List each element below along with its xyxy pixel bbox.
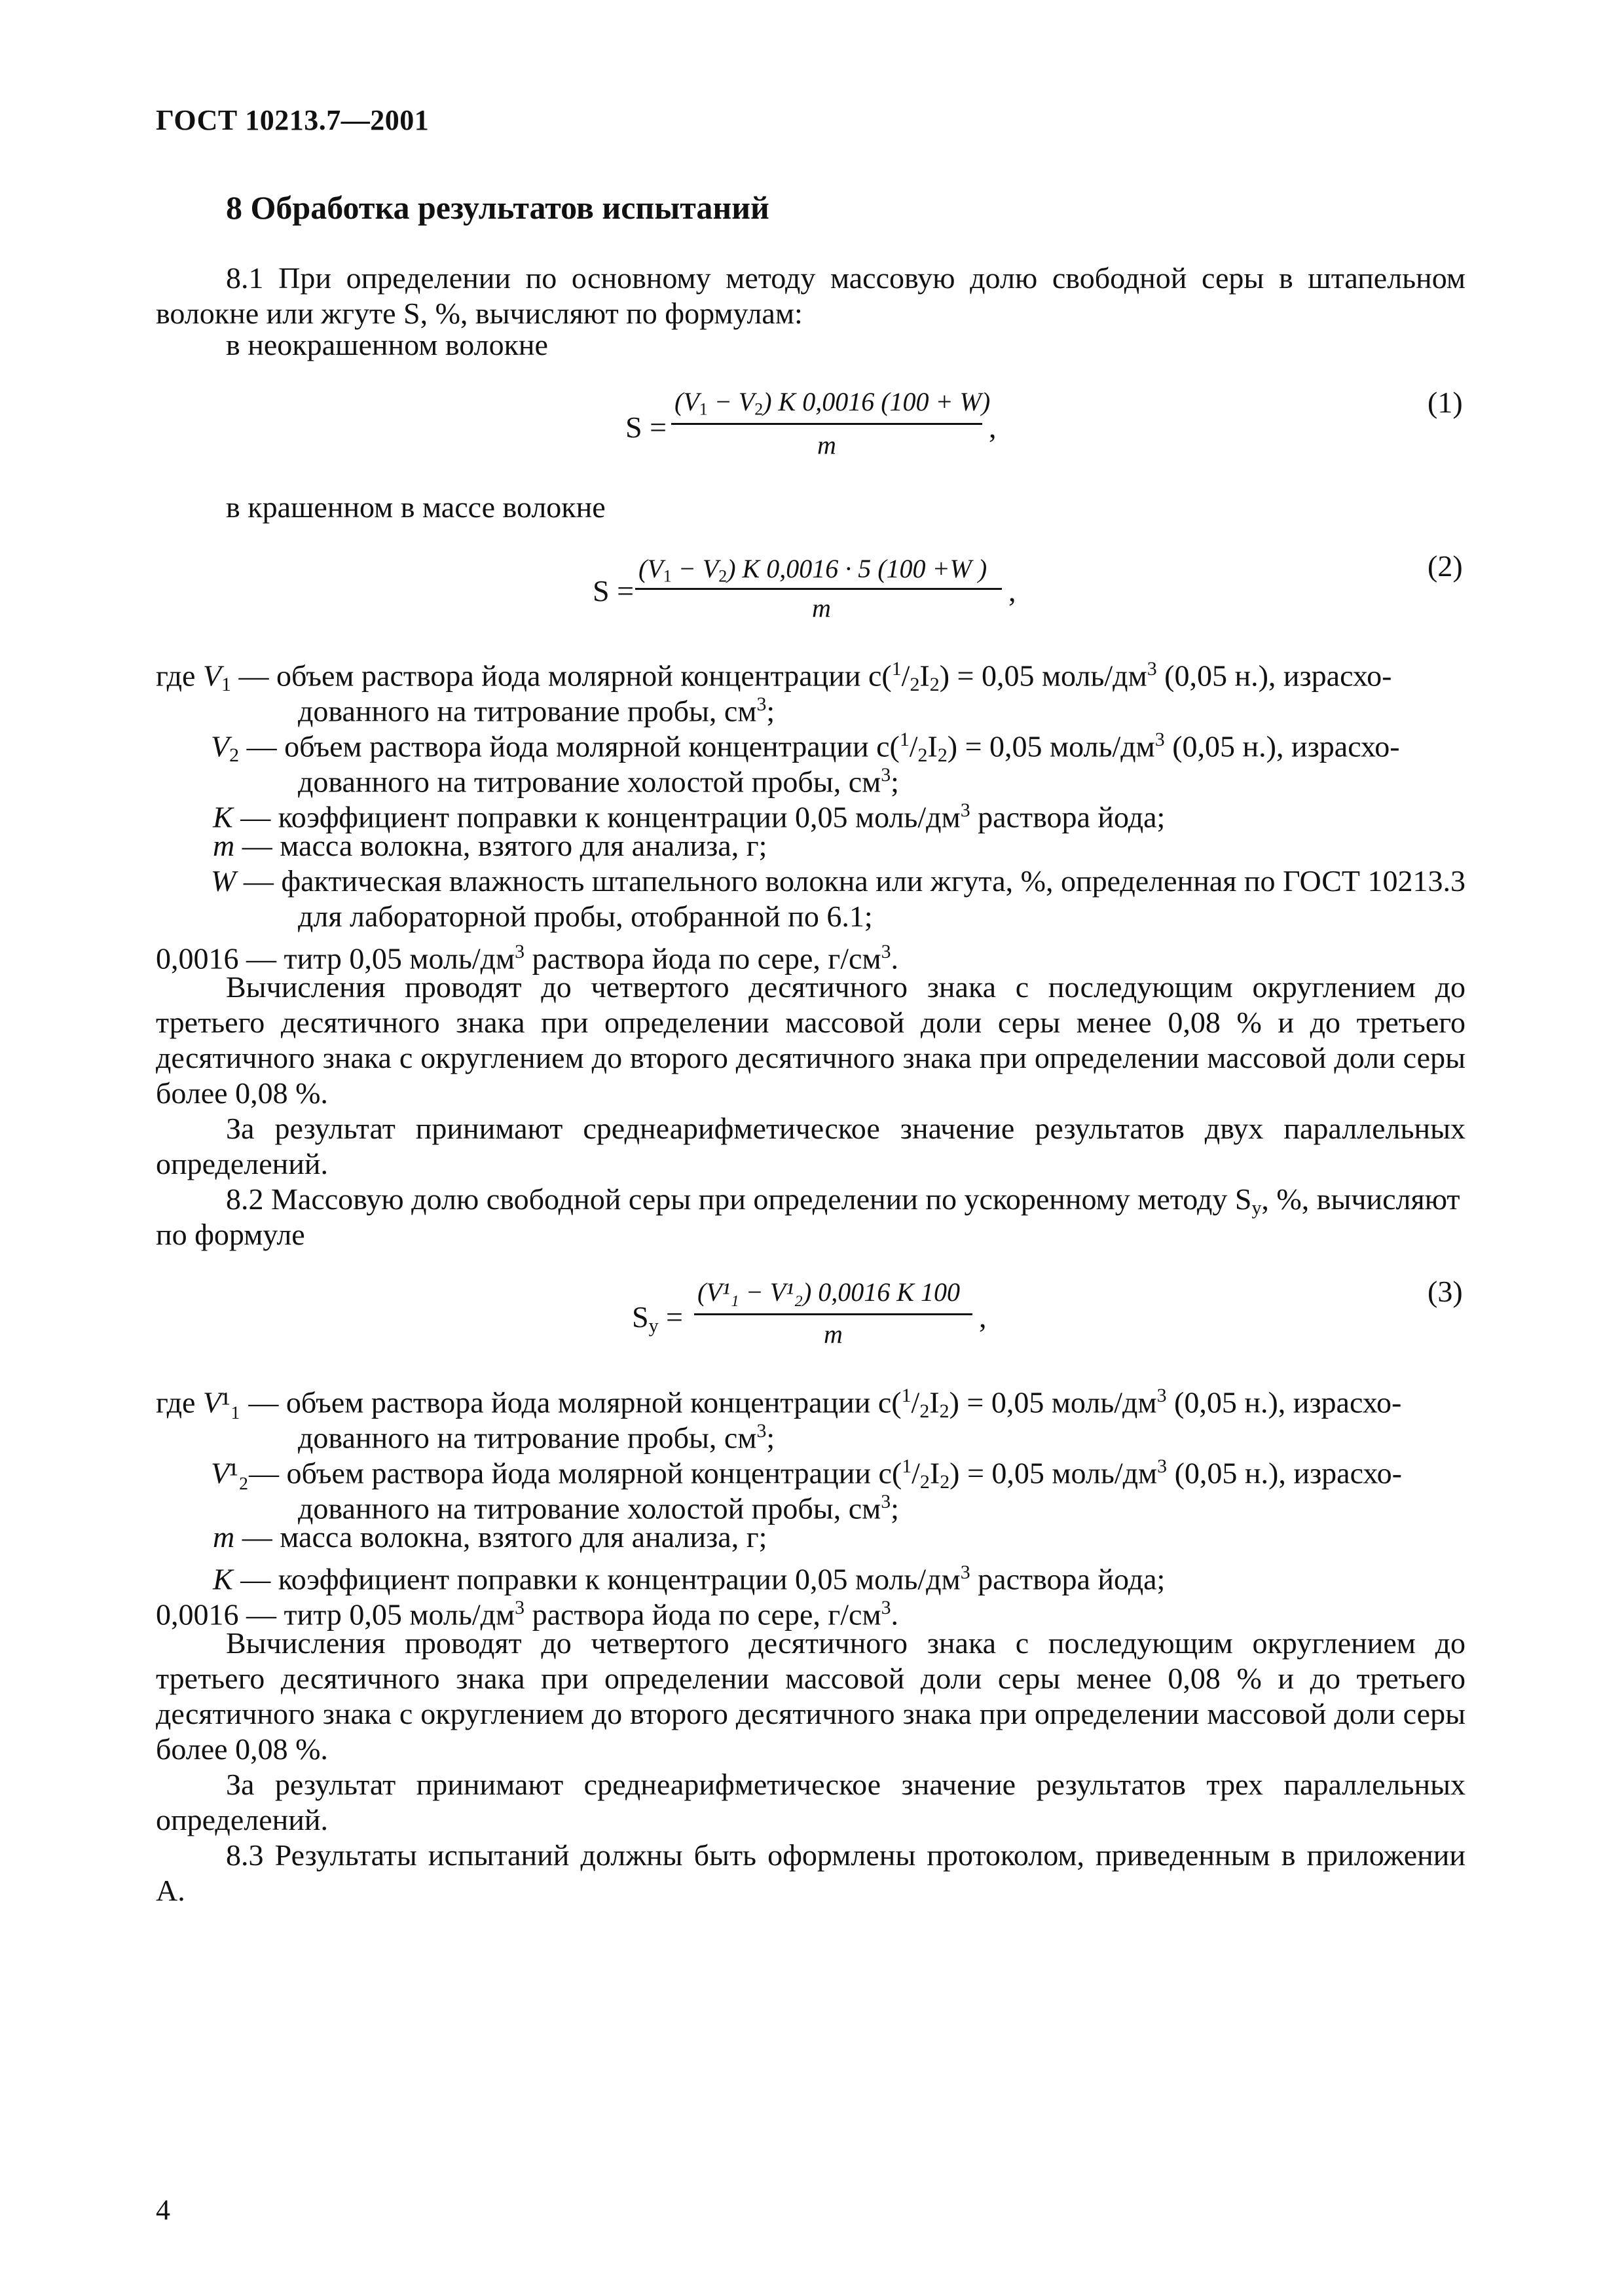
formula-2-tail: , — [1008, 574, 1016, 608]
formula-1-numerator: $(V_1 - V_2)$ K 0,0016 (100 + W) — [674, 387, 991, 419]
case-dyed-label: в крашенном в массе волокне — [226, 490, 606, 524]
formula-1-tail: , — [989, 410, 997, 444]
paragraph-result-2: За результат принимают среднеарифметическое значение результатов трех параллельных определений. — [156, 1768, 1465, 1836]
def2-titer: 0,0016 — титр 0,05 моль/$дм^3$ раствора йода по сере, $г/см^3$. — [156, 1597, 899, 1631]
formula-2-denominator: m — [812, 593, 831, 623]
paragraph-8-3: 8.3 Результаты испытаний должны быть оформлены протоколом, приведенным в приложении А. — [156, 1838, 1465, 1907]
paragraph-8-2: 8.2 Массовую долю свободной серы при определении по ускоренному методу $S_у$, %, вычисляют — [226, 1182, 1460, 1219]
formula-2-numerator: $(V_1 - V_2)$ K 0,0016 · 5 (100 +W ) — [638, 554, 987, 586]
paragraph-calc-1: Вычисления проводят до четвертого десятичного знака с последующим округлением до третьего десятичного знака при определении массовой доли серы менее 0,08 % и до третьего десятичного знака с округлением до второго десятичного знака при определении массовой доли серы более 0,08 %. — [156, 970, 1465, 1110]
def2-m: m — масса волокна, взятого для анализа, г; — [213, 1520, 767, 1554]
formula-2-fraction-bar — [635, 588, 1002, 590]
def-k: K — коэффициент поправки к концентрации 0,05 моль/$дм^3$ раствора йода; — [213, 799, 1166, 834]
case-undyed-label: в неокрашенном волокне — [226, 328, 548, 361]
formula-3-denominator: m — [824, 1319, 843, 1349]
formula-1-lhs: S = — [625, 410, 667, 444]
formula-3-fraction-bar — [694, 1313, 972, 1315]
formula-1-denominator: m — [817, 430, 836, 460]
def-w-cont: для лабораторной пробы, отобранной по 6.1; — [298, 900, 873, 933]
formula-2-number: (2) — [1428, 549, 1463, 583]
def-titer: 0,0016 — титр 0,05 моль/$дм^3$ раствора йода по сере, $г/см^3$. — [156, 941, 899, 975]
def-v1-cont: дованного на титрование пробы, $см^3$; — [298, 693, 775, 728]
formula-3-numerator: (V¹₁ − V¹₂) 0,0016 K 100 — [697, 1277, 960, 1307]
def2-v2-cont: дованного на титрование холостой пробы, $см^3$; — [298, 1491, 899, 1525]
paragraph-calc-2: Вычисления проводят до четвертого десятичного знака с последующим округлением до третьего десятичного знака при определении массовой доли серы менее 0,08 % и до третьего десятичного знака с округлением до второго десятичного знака при определении массовой доли серы более 0,08 %. — [156, 1626, 1465, 1766]
def-w: W — фактическая влажность штапельного волокна или жгута, %, определенная по ГОСТ 10213.3 — [211, 864, 1466, 898]
paragraph-result-1: За результат принимают среднеарифметическое значение результатов двух параллельных определений. — [156, 1112, 1465, 1180]
formula-3-tail: , — [979, 1300, 987, 1334]
formula-2-lhs: S = — [593, 574, 635, 608]
formula-1-fraction-bar — [671, 423, 982, 425]
def-m: m — масса волокна, взятого для анализа, г; — [213, 829, 767, 862]
document-header: ГОСТ 10213.7—2001 — [156, 104, 430, 136]
def2-v2: V¹₂— объем раствора йода молярной концентрации $c(^1/_2I_2) = 0,05$ моль/$дм^3$ (0,05 н.), израсхо- — [211, 1455, 1402, 1493]
paragraph-8-2-cont: по формуле — [156, 1218, 305, 1251]
def-v1: где $V_1$ — объем раствора йода молярной концентрации $c(^1/_2I_2) = 0,05$ моль/$дм^3$ (0,05 н.), израсхо- — [156, 658, 1392, 695]
formula-1-number: (1) — [1428, 386, 1463, 419]
def-v2: $V_2$ — объем раствора йода молярной концентрации $c(^1/_2I_2) = 0,05$ моль/$дм^3$ (0,05 н.), израсхо- — [211, 729, 1400, 766]
formula-3-number: (3) — [1428, 1275, 1463, 1308]
def2-k: K — коэффициент поправки к концентрации 0,05 моль/$дм^3$ раствора йода; — [213, 1561, 1166, 1596]
def2-v1-cont: дованного на титрование пробы, $см^3$; — [298, 1420, 775, 1455]
def-v2-cont: дованного на титрование холостой пробы, $см^3$; — [298, 764, 899, 799]
def2-v1: где V¹₁ — объем раствора йода молярной концентрации $c(^1/_2I_2) = 0,05$ моль/$дм^3$ (0,05 н.), израсхо- — [156, 1385, 1402, 1422]
paragraph-8-1: 8.1 При определении по основному методу массовую долю свободной серы в штапельном волокне или жгуте S, %, вычисляют по формулам: — [156, 261, 1465, 330]
formula-3-lhs: $S_у$ = — [632, 1300, 683, 1337]
page-number: 4 — [156, 2194, 170, 2226]
section-title: 8 Обработка результатов испытаний — [226, 189, 769, 226]
